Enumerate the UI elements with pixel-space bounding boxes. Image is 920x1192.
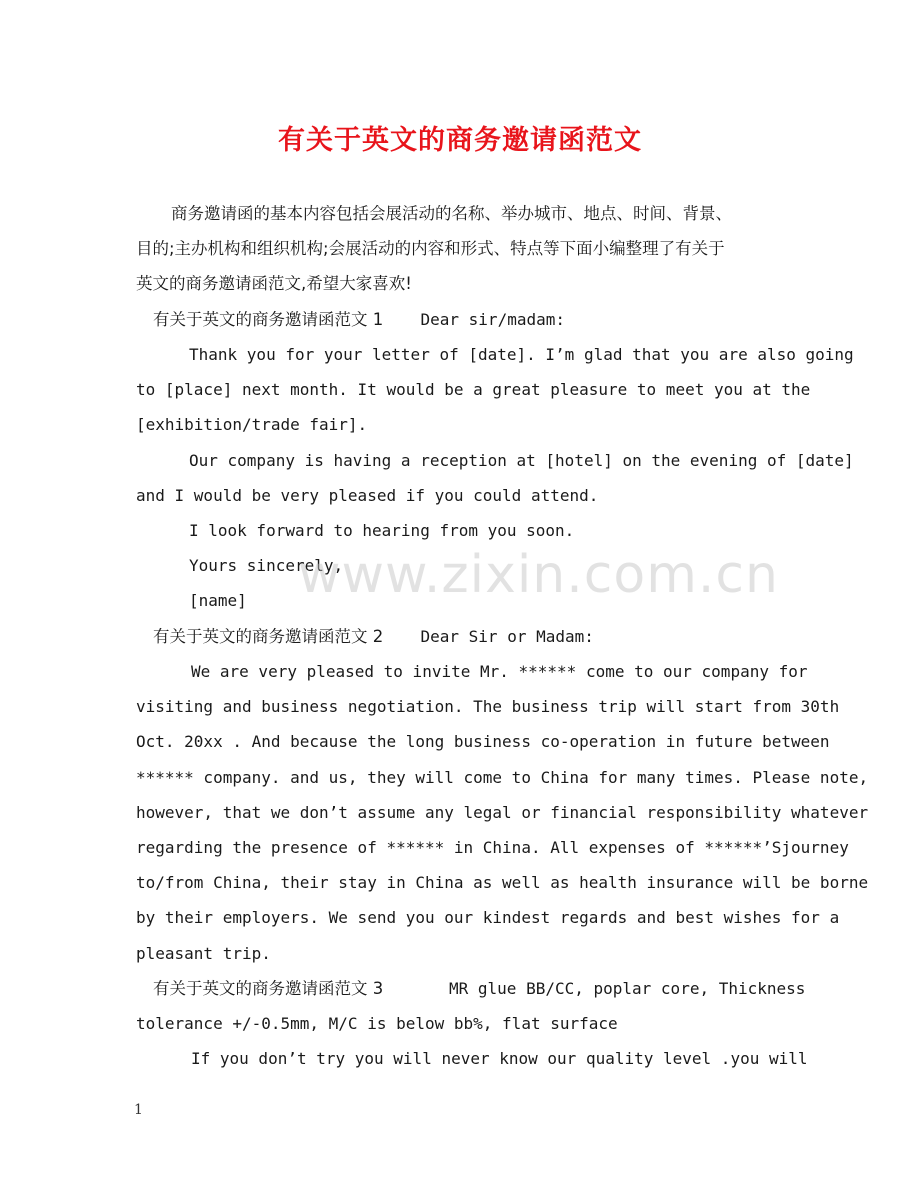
page-number: 1 xyxy=(134,1102,143,1118)
sample2-heading: 有关于英文的商务邀请函范文 2 xyxy=(153,627,384,646)
sample1-line-4: Our company is having a reception at [hotel] on the evening of [date] xyxy=(189,451,854,470)
sample3-line-2: If you don’t try you will never know our quality level .you will xyxy=(191,1049,808,1068)
intro-line-3: 英文的商务邀请函范文,希望大家喜欢! xyxy=(136,274,412,293)
document-title: 有关于英文的商务邀请函范文 xyxy=(278,125,642,156)
sample2-line-7: to/from China, their stay in China as well as health insurance will be borne xyxy=(136,873,869,892)
sample3-line-1: tolerance +/-0.5mm, M/C is below bb%, flat surface xyxy=(136,1014,618,1033)
sample2-line-1: We are very pleased to invite Mr. ****** come to our company for xyxy=(191,662,808,681)
sample2-line-4: ****** company. and us, they will come to China for many times. Please note, xyxy=(136,768,869,787)
sample1-heading: 有关于英文的商务邀请函范文 1 xyxy=(153,310,384,329)
sample2-line-6: regarding the presence of ****** in China. All expenses of ******’Sjourney xyxy=(136,838,849,857)
sample3-heading: 有关于英文的商务邀请函范文 3 xyxy=(153,979,384,998)
sample2-heading-row xyxy=(153,626,594,648)
sample1-line-3: [exhibition/trade fair]. xyxy=(136,415,368,434)
sample2-salutation: Dear Sir or Madam: xyxy=(420,627,594,646)
sample2-line-5: however, that we don’t assume any legal or financial responsibility whatever xyxy=(136,803,869,822)
sample3-first-text: MR glue BB/CC, poplar core, Thickness xyxy=(449,979,806,998)
sample1-line-7: Yours sincerely, xyxy=(189,556,344,575)
sample2-line-3: Oct. 20xx . And because the long business co-operation in future between xyxy=(136,732,830,751)
sample1-line-2: to [place] next month. It would be a great pleasure to meet you at the xyxy=(136,380,811,399)
sample3-heading-row xyxy=(153,978,806,1000)
sample1-line-6: I look forward to hearing from you soon. xyxy=(189,521,575,540)
intro-line-2: 目的;主办机构和组织机构;会展活动的内容和形式、特点等下面小编整理了有关于 xyxy=(136,239,725,258)
sample1-line-5: and I would be very pleased if you could attend. xyxy=(136,486,599,505)
intro-line-1: 商务邀请函的基本内容包括会展活动的名称、举办城市、地点、时间、背景、 xyxy=(171,204,732,223)
sample2-line-9: pleasant trip. xyxy=(136,944,271,963)
sample2-line-8: by their employers. We send you our kindest regards and best wishes for a xyxy=(136,908,840,927)
sample1-salutation: Dear sir/madam: xyxy=(420,310,565,329)
watermark: www.zixin.com.cn xyxy=(298,545,779,605)
sample1-line-8: [name] xyxy=(189,591,247,610)
sample2-line-2: visiting and business negotiation. The business trip will start from 30th xyxy=(136,697,840,716)
sample1-heading-row xyxy=(153,309,565,331)
sample1-line-1: Thank you for your letter of [date]. I’m glad that you are also going xyxy=(189,345,854,364)
